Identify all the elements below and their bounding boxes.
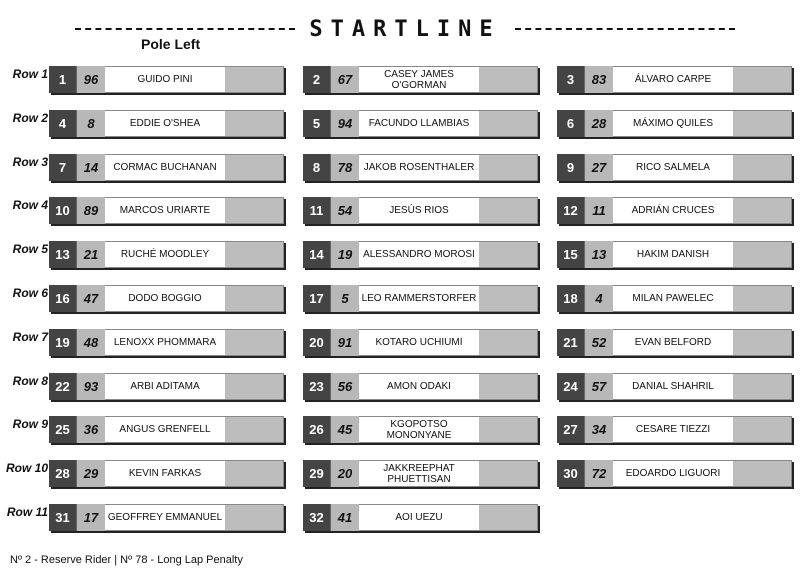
grid-slot <box>557 329 792 356</box>
rider-name: DANIAL SHAHRIL <box>613 373 733 400</box>
row-label: Row 11 <box>6 505 48 519</box>
grid-slot <box>557 416 792 443</box>
rider-name: JAKKREEPHAT PHUETTISAN <box>359 460 479 487</box>
row-label: Row 2 <box>12 110 48 125</box>
grid-slot <box>557 241 792 268</box>
rider-number: 17 <box>76 504 105 531</box>
rider-name: ALESSANDRO MOROSI <box>359 241 479 268</box>
grid-slot <box>49 504 284 531</box>
grid-position: 31 <box>49 504 76 531</box>
grid-position: 10 <box>49 197 76 224</box>
grid-position: 18 <box>557 285 584 312</box>
slot-tail <box>225 285 284 312</box>
title-dash-right <box>515 28 735 30</box>
grid-slot <box>303 329 538 356</box>
slot-tail <box>225 416 284 443</box>
rider-name: DODO BOGGIO <box>105 285 225 312</box>
row-label: Row 10 <box>5 461 48 476</box>
grid-slot <box>49 110 284 137</box>
rider-name: HAKIM DANISH <box>613 241 733 268</box>
slot-tail <box>479 110 538 137</box>
slot-tail <box>479 285 538 312</box>
rider-name: MARCOS URIARTE <box>105 197 225 224</box>
grid-slot <box>557 110 792 137</box>
grid-slot <box>557 285 792 312</box>
rider-name: RICO SALMELA <box>613 154 733 181</box>
grid-slot <box>303 66 538 93</box>
grid-slot <box>49 329 284 356</box>
grid-slot <box>303 460 538 487</box>
rider-name: ADRIÁN CRUCES <box>613 197 733 224</box>
grid-position: 11 <box>303 197 330 224</box>
grid-slot <box>557 373 792 400</box>
slot-tail <box>479 329 538 356</box>
grid-position: 22 <box>49 373 76 400</box>
grid-slot <box>49 197 284 224</box>
grid-position: 27 <box>557 416 584 443</box>
grid-position: 7 <box>49 154 76 181</box>
rider-number: 14 <box>76 154 105 181</box>
grid-slot <box>49 66 284 93</box>
grid-slot <box>303 285 538 312</box>
rider-number: 27 <box>584 154 613 181</box>
rider-name: GUIDO PINI <box>105 66 225 93</box>
slot-tail <box>733 241 792 268</box>
grid-position: 16 <box>49 285 76 312</box>
rider-name: ARBI ADITAMA <box>105 373 225 400</box>
grid-position: 17 <box>303 285 330 312</box>
slot-tail <box>479 416 538 443</box>
rider-number: 45 <box>330 416 359 443</box>
slot-tail <box>733 329 792 356</box>
rider-number: 89 <box>76 197 105 224</box>
rider-number: 20 <box>330 460 359 487</box>
rider-number: 67 <box>330 66 359 93</box>
rider-name: EDDIE O'SHEA <box>105 110 225 137</box>
grid-position: 29 <box>303 460 330 487</box>
title-text: STARTLINE <box>309 16 501 42</box>
footnote: Nº 2 - Reserve Rider | Nº 78 - Long Lap Penalty <box>10 554 243 566</box>
rider-number: 29 <box>76 460 105 487</box>
rider-number: 21 <box>76 241 105 268</box>
grid-slot <box>557 197 792 224</box>
grid-slot <box>303 154 538 181</box>
slot-tail <box>479 373 538 400</box>
grid-position: 21 <box>557 329 584 356</box>
grid-slot <box>303 504 538 531</box>
rider-number: 72 <box>584 460 613 487</box>
grid-position: 3 <box>557 66 584 93</box>
slot-tail <box>225 460 284 487</box>
rider-name: EDOARDO LIGUORI <box>613 460 733 487</box>
slot-tail <box>225 241 284 268</box>
grid-position: 19 <box>49 329 76 356</box>
rider-number: 36 <box>76 416 105 443</box>
grid-position: 28 <box>49 460 76 487</box>
rider-number: 57 <box>584 373 613 400</box>
rider-number: 78 <box>330 154 359 181</box>
rider-name: RUCHÉ MOODLEY <box>105 241 225 268</box>
grid-position: 20 <box>303 329 330 356</box>
rider-number: 28 <box>584 110 613 137</box>
grid-position: 14 <box>303 241 330 268</box>
grid-position: 23 <box>303 373 330 400</box>
rider-number: 47 <box>76 285 105 312</box>
slot-tail <box>479 154 538 181</box>
row-label: Row 3 <box>12 154 48 169</box>
grid-slot <box>49 241 284 268</box>
rider-name: FACUNDO LLAMBIAS <box>359 110 479 137</box>
slot-tail <box>479 460 538 487</box>
grid-slot <box>49 285 284 312</box>
rider-name: EVAN BELFORD <box>613 329 733 356</box>
rider-name: CORMAC BUCHANAN <box>105 154 225 181</box>
slot-tail <box>479 241 538 268</box>
slot-tail <box>225 504 284 531</box>
rider-name: KGOPOTSO MONONYANE <box>359 416 479 443</box>
rider-name: KOTARO UCHIUMI <box>359 329 479 356</box>
grid-position: 9 <box>557 154 584 181</box>
slot-tail <box>733 373 792 400</box>
slot-tail <box>225 329 284 356</box>
rider-number: 48 <box>76 329 105 356</box>
grid-position: 2 <box>303 66 330 93</box>
grid-slot <box>49 154 284 181</box>
rider-number: 56 <box>330 373 359 400</box>
rider-number: 4 <box>584 285 613 312</box>
title-dash-left <box>75 28 295 30</box>
slot-tail <box>479 504 538 531</box>
rider-number: 96 <box>76 66 105 93</box>
grid-slot <box>303 241 538 268</box>
slot-tail <box>733 460 792 487</box>
rider-name: JESÚS RIOS <box>359 197 479 224</box>
grid-position: 24 <box>557 373 584 400</box>
rider-number: 13 <box>584 241 613 268</box>
grid-position: 15 <box>557 241 584 268</box>
rider-number: 93 <box>76 373 105 400</box>
rider-name: MÁXIMO QUILES <box>613 110 733 137</box>
grid-slot <box>557 66 792 93</box>
grid-slot <box>557 460 792 487</box>
slot-tail <box>733 154 792 181</box>
grid-slot <box>49 460 284 487</box>
row-label: Row 4 <box>12 198 48 213</box>
grid-position: 25 <box>49 416 76 443</box>
grid-slot <box>557 154 792 181</box>
grid-position: 1 <box>49 66 76 93</box>
slot-tail <box>479 197 538 224</box>
row-label: Row 8 <box>12 373 48 388</box>
rider-number: 19 <box>330 241 359 268</box>
rider-name: KEVIN FARKAS <box>105 460 225 487</box>
rider-number: 8 <box>76 110 105 137</box>
slot-tail <box>733 197 792 224</box>
rider-name: AOI UEZU <box>359 504 479 531</box>
grid-position: 30 <box>557 460 584 487</box>
slot-tail <box>225 197 284 224</box>
rider-name: AMON ODAKI <box>359 373 479 400</box>
grid-slot <box>49 416 284 443</box>
grid-slot <box>303 416 538 443</box>
rider-number: 11 <box>584 197 613 224</box>
rider-name: CASEY JAMES O'GORMAN <box>359 66 479 93</box>
row-label: Row 9 <box>12 417 48 432</box>
rider-name: GEOFFREY EMMANUEL <box>105 504 225 531</box>
slot-tail <box>733 416 792 443</box>
grid-position: 32 <box>303 504 330 531</box>
rider-number: 83 <box>584 66 613 93</box>
rider-number: 52 <box>584 329 613 356</box>
rider-name: JAKOB ROSENTHALER <box>359 154 479 181</box>
slot-tail <box>733 110 792 137</box>
grid-slot <box>303 373 538 400</box>
rider-name: ÁLVARO CARPE <box>613 66 733 93</box>
grid-position: 6 <box>557 110 584 137</box>
rider-name: CESARE TIEZZI <box>613 416 733 443</box>
rider-number: 54 <box>330 197 359 224</box>
slot-tail <box>225 66 284 93</box>
grid-slot <box>303 197 538 224</box>
grid-position: 13 <box>49 241 76 268</box>
rider-number: 5 <box>330 285 359 312</box>
row-label: Row 5 <box>12 242 48 257</box>
rider-name: MILAN PAWELEC <box>613 285 733 312</box>
slot-tail <box>225 373 284 400</box>
slot-tail <box>479 66 538 93</box>
rider-number: 34 <box>584 416 613 443</box>
slot-tail <box>225 110 284 137</box>
rider-name: ANGUS GRENFELL <box>105 416 225 443</box>
rider-number: 91 <box>330 329 359 356</box>
grid-slot <box>49 373 284 400</box>
row-label: Row 1 <box>12 67 48 81</box>
rider-number: 94 <box>330 110 359 137</box>
grid-position: 26 <box>303 416 330 443</box>
grid-slot <box>303 110 538 137</box>
grid-position: 5 <box>303 110 330 137</box>
row-label: Row 6 <box>12 286 48 300</box>
rider-name: LENOXX PHOMMARA <box>105 329 225 356</box>
grid-position: 12 <box>557 197 584 224</box>
slot-tail <box>733 285 792 312</box>
slot-tail <box>225 154 284 181</box>
row-label: Row 7 <box>12 329 48 344</box>
rider-number: 41 <box>330 504 359 531</box>
pole-left-label: Pole Left <box>141 36 201 52</box>
rider-name: LEO RAMMERSTORFER <box>359 285 479 312</box>
slot-tail <box>733 66 792 93</box>
grid-position: 4 <box>49 110 76 137</box>
grid-position: 8 <box>303 154 330 181</box>
